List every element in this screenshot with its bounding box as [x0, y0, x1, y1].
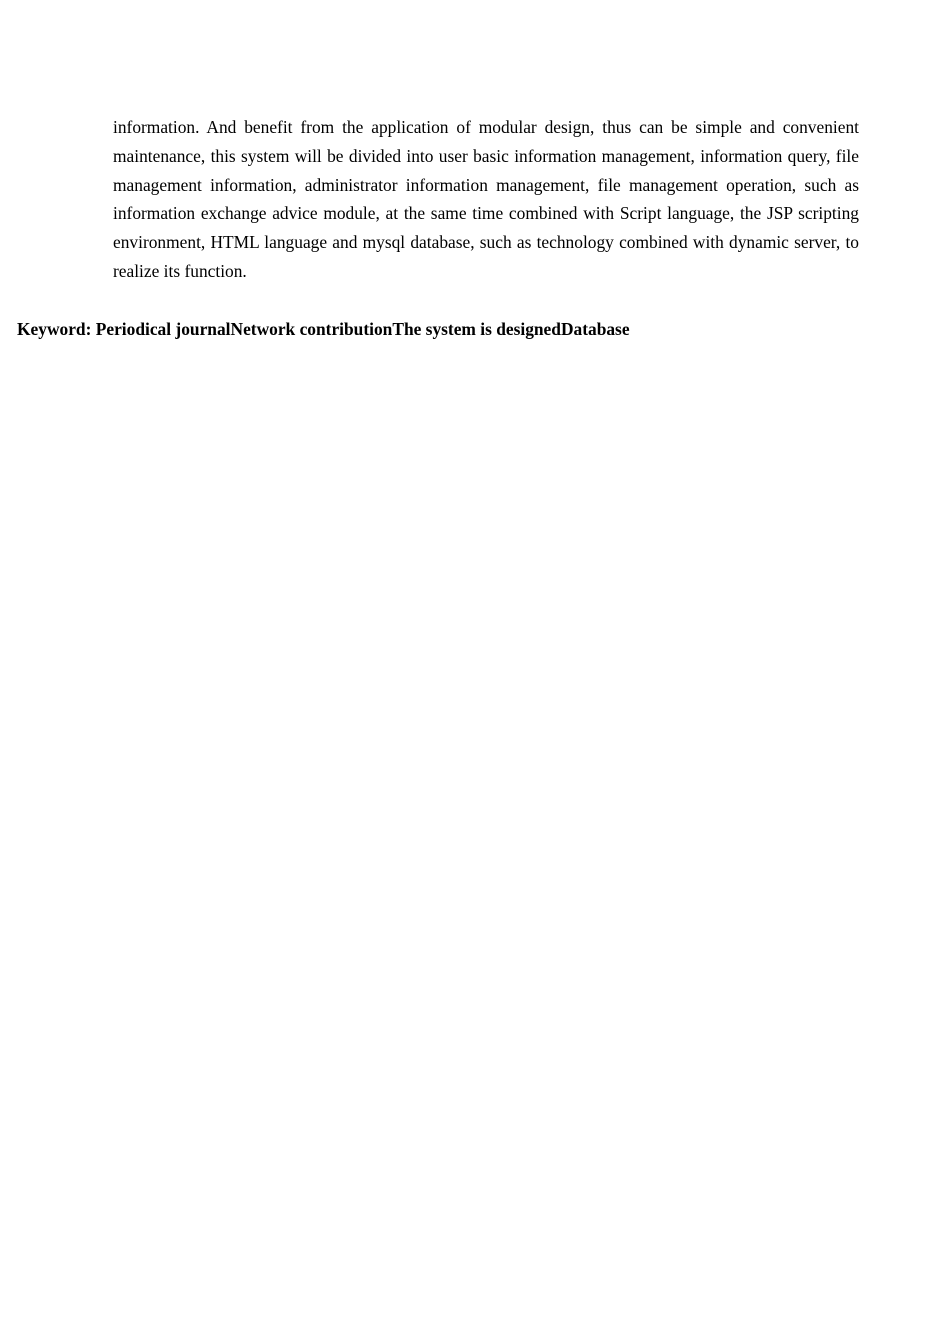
keyword-line — [17, 315, 630, 343]
abstract-paragraph: information. And benefit from the application of modular design, thus can be simple and convenient maintenance, this system will be divided into user basic information management, information query, file management information, administrator information management, file management operation, such as information exchange advice module, at the same time combined with Script language, the JSP scripting environment, HTML language and mysql database, such as technology combined with dynamic server, to realize its function. — [113, 117, 859, 281]
keyword-item: Periodical journal — [95, 319, 231, 339]
keyword-item: Database — [560, 319, 630, 339]
keyword-item: Network contribution — [230, 319, 393, 339]
keyword-label: Keyword: — [17, 319, 92, 339]
keyword-item: The system is designed — [392, 319, 561, 339]
